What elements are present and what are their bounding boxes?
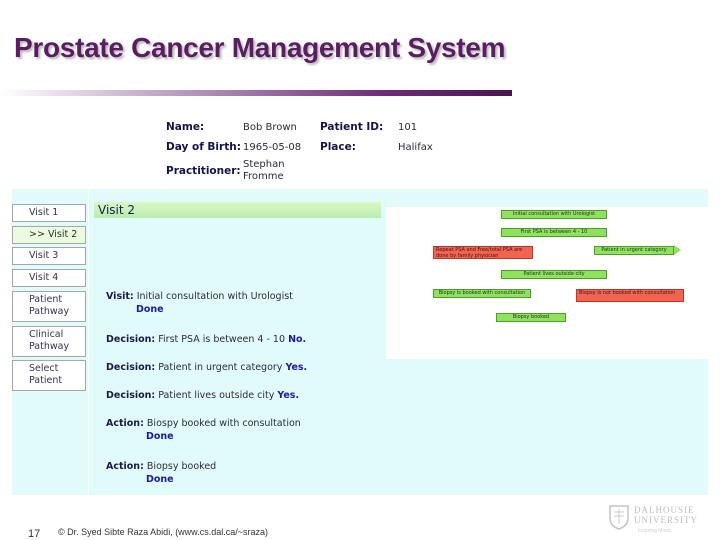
detail-text: Patient in urgent category bbox=[158, 362, 283, 373]
detail-text: First PSA is between 4 - 10 bbox=[158, 334, 286, 345]
nav-item-visit-3[interactable] bbox=[12, 247, 86, 265]
nav-label: Patient bbox=[29, 375, 63, 386]
pathway-node[interactable]: Biopsy is not booked with consultation bbox=[576, 289, 684, 302]
practitioner-label: Practitioner: bbox=[166, 165, 241, 177]
nav-item-patient-pathway[interactable] bbox=[12, 291, 86, 322]
patient-id: 101 bbox=[398, 122, 418, 133]
nav-label: Visit 3 bbox=[29, 250, 59, 261]
detail-label: Decision: bbox=[106, 390, 156, 401]
logo-line-1: DALHOUSIE bbox=[634, 505, 695, 515]
patient-id-label: Patient ID: bbox=[320, 121, 384, 133]
detail-text: Patient lives outside city bbox=[158, 390, 275, 401]
name-label: Name: bbox=[166, 121, 205, 133]
nav-label: Select bbox=[29, 363, 59, 374]
logo-wordmark bbox=[634, 505, 698, 525]
arrow-right-icon bbox=[674, 245, 681, 255]
crest-icon bbox=[608, 504, 630, 530]
nav-label: Visit 4 bbox=[29, 272, 59, 283]
page-number: 17 bbox=[28, 528, 41, 540]
patient-place: Halifax bbox=[398, 142, 433, 153]
detail-label: Action: bbox=[106, 461, 144, 472]
patient-name: Bob Brown bbox=[243, 122, 297, 133]
detail-label: Visit: bbox=[106, 291, 134, 302]
nav-item-visit-2[interactable] bbox=[12, 226, 86, 244]
nav-item-select-patient[interactable] bbox=[12, 360, 86, 391]
nav-label: Pathway bbox=[29, 306, 70, 317]
detail-text: Biospy booked with consultation bbox=[146, 418, 301, 429]
nav-label: >> Visit 2 bbox=[29, 229, 78, 240]
detail-label: Action: bbox=[106, 418, 144, 429]
pathway-node[interactable]: Biopsy booked bbox=[496, 313, 566, 322]
university-logo bbox=[606, 503, 716, 537]
patient-info-panel bbox=[12, 114, 708, 189]
detail-visit bbox=[106, 290, 386, 316]
pathway-node[interactable]: Biopsy is booked with consultation bbox=[433, 289, 531, 298]
pathway-node[interactable]: Patient lives outside city bbox=[501, 270, 607, 279]
pathway-node[interactable]: Initial consultation with Urologist bbox=[501, 210, 607, 219]
detail-text: Initial consultation with Urologist bbox=[136, 291, 293, 302]
practitioner-name-line1: Stephan bbox=[243, 159, 285, 170]
nav-item-visit-1[interactable] bbox=[12, 204, 86, 222]
slide-title: Prostate Cancer Management System bbox=[14, 32, 506, 63]
nav-label: Clinical bbox=[29, 329, 64, 340]
logo-tagline: Inspiring Minds bbox=[638, 528, 672, 534]
app-window bbox=[12, 114, 708, 495]
nav-label: Pathway bbox=[29, 341, 70, 352]
detail-text: Biopsy booked bbox=[146, 461, 217, 472]
place-label: Place: bbox=[320, 141, 356, 153]
detail-label: Decision: bbox=[106, 334, 156, 345]
logo-line-2: UNIVERSITY bbox=[634, 515, 698, 525]
detail-answer: Done bbox=[136, 304, 164, 315]
copyright-notice: © Dr. Syed Sibte Raza Abidi, (www.cs.dal.ca/~sraza) bbox=[58, 527, 268, 537]
detail-answer: Done bbox=[146, 431, 174, 442]
detail-decision-city bbox=[106, 389, 386, 402]
detail-action-biopsy bbox=[106, 460, 386, 486]
practitioner-name-line2: Fromme bbox=[243, 171, 284, 182]
visit-header: Visit 2 bbox=[94, 202, 381, 218]
dob-label: Day of Birth: bbox=[166, 141, 241, 153]
title-rule bbox=[0, 90, 512, 96]
nav-label: Visit 1 bbox=[29, 207, 59, 218]
patient-dob: 1965-05-08 bbox=[243, 142, 302, 153]
detail-answer: Done bbox=[146, 474, 174, 485]
detail-decision-urgent bbox=[106, 361, 386, 374]
detail-action-consult bbox=[106, 417, 386, 443]
pathway-diagram bbox=[386, 207, 708, 359]
visit-navigation bbox=[12, 190, 89, 495]
detail-decision-psa bbox=[106, 333, 386, 346]
detail-answer: Yes. bbox=[285, 362, 308, 373]
nav-item-visit-4[interactable] bbox=[12, 269, 86, 287]
detail-label: Decision: bbox=[106, 362, 156, 373]
pathway-node[interactable]: Repeat PSA and Free/total PSA are done by family physician bbox=[433, 246, 533, 259]
nav-label: Patient bbox=[29, 294, 63, 305]
pathway-node[interactable]: Patient in urgent category bbox=[594, 246, 674, 255]
detail-answer: No. bbox=[288, 334, 307, 345]
pathway-node[interactable]: First PSA is between 4 - 10 bbox=[501, 228, 607, 237]
nav-item-clinical-pathway[interactable] bbox=[12, 326, 86, 357]
detail-answer: Yes. bbox=[277, 390, 300, 401]
